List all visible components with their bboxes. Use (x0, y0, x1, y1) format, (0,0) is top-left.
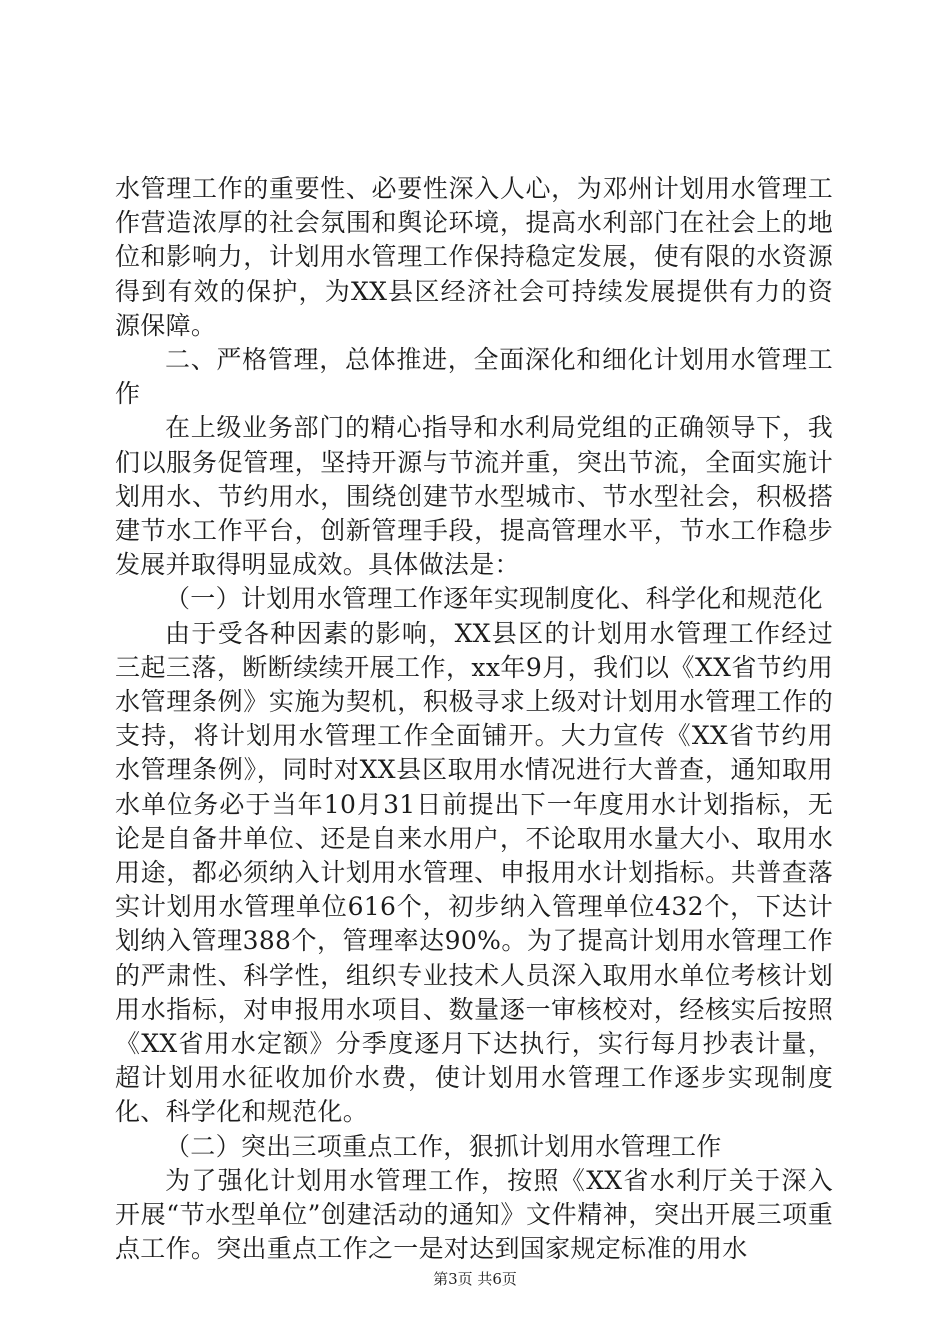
subsection-heading-1: （一）计划用水管理工作逐年实现制度化、科学化和规范化 (165, 584, 823, 614)
paragraph: 为了强化计划用水管理工作，按照《XX省水利厅关于深入开展“节水型单位”创建活动的通知》文件精神，突出开展三项重点工作。突出重点工作之一是对达到国家规定标准的用水 (115, 1165, 833, 1264)
page-number-footer: 第3页 共6页 (433, 1270, 517, 1288)
paragraph-continuation: 水管理工作的重要性、必要性深入人心，为邓州计划用水管理工作营造浓厚的社会氛围和舆论环境，提高水利部门在社会上的地位和影响力，计划用水管理工作保持稳定发展，使有限的水资源得到有效的保护，为XX县区经济社会可持续发展提供有力的资源保障。 (115, 174, 833, 340)
section-heading-2: 二、严格管理，总体推进，全面深化和细化计划用水管理工作 (115, 345, 833, 409)
document-body (115, 172, 833, 1267)
paragraph: 在上级业务部门的精心指导和水利局党组的正确领导下，我们以服务促管理，坚持开源与节流并重，突出节流，全面实施计划用水、节约用水，围绕创建节水型城市、节水型社会，积极搭建节水工作平台，创新管理手段，提高管理水平，节水工作稳步发展并取得明显成效。具体做法是： (115, 413, 833, 580)
subsection-heading-2: （二）突出三项重点工作，狠抓计划用水管理工作 (165, 1131, 722, 1161)
paragraph: 由于受各种因素的影响，XX县区的计划用水管理工作经过三起三落，断断续续开展工作，xx年9月，我们以《XX省节约用水管理条例》实施为契机，积极寻求上级对计划用水管理工作的支持，将计划用水管理工作全面铺开。大力宣传《XX省节约用水管理条例》，同时对XX县区取用水情况进行大普查，通知取用水单位务必于当年10月31日前提出下一年度用水计划指标，无论是自备井单位、还是自来水用户，不论取用水量大小、取用水用途，都必须纳入计划用水管理、申报用水计划指标。共普查落实计划用水管理单位616个，初步纳入管理单位432个，下达计划纳入管理388个，管理率达90%。为了提高计划用水管理工作的严肃性、科学性，组织专业技术人员深入取用水单位考核计划用水指标，对申报用水项目、数量逐一审核校对，经核实后按照《XX省用水定额》分季度逐月下达执行，实行每月抄表计量，超计划用水征收加价水费，使计划用水管理工作逐步实现制度化、科学化和规范化。 (115, 618, 833, 1127)
